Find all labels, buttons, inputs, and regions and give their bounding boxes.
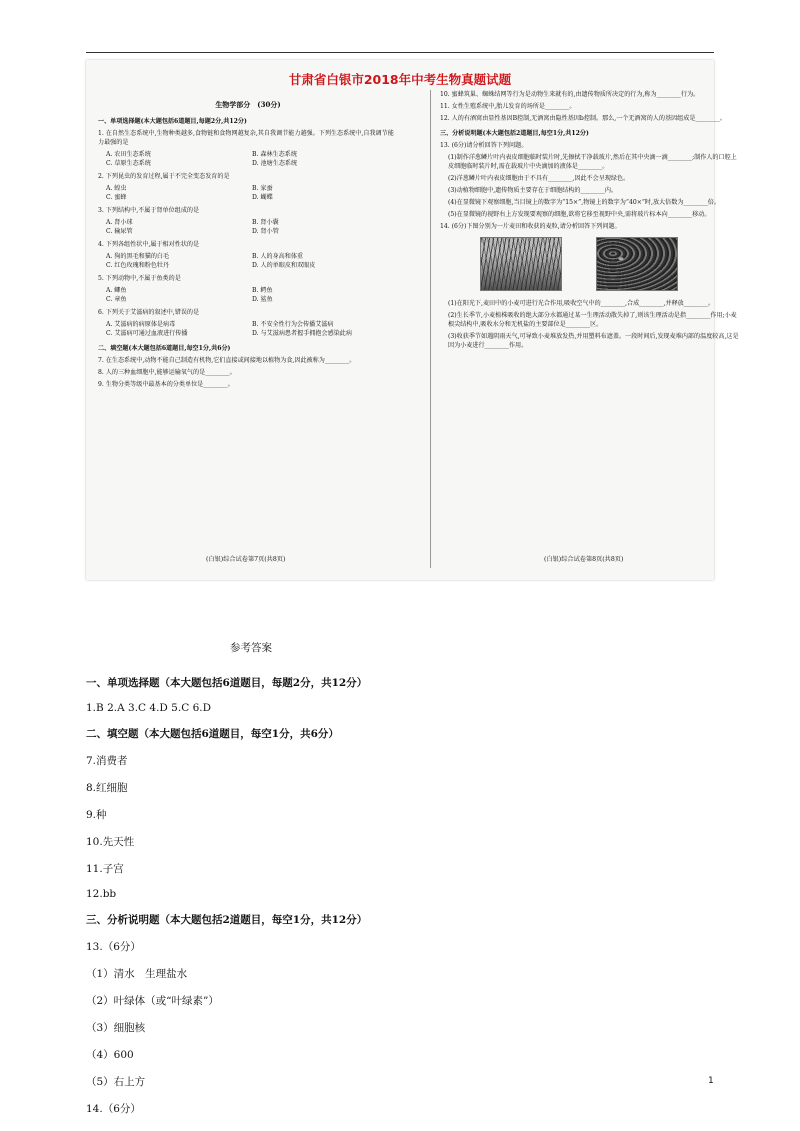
answer-line: 10.先天性 — [86, 836, 135, 848]
question-6: 6. 下列关于艾滋病的叙述中,错误的是 — [98, 309, 200, 316]
answer-section-heading: 一、单项选择题（本大题包括6道题目，每题2分，共12分） — [86, 677, 368, 689]
question-14-images — [480, 237, 740, 291]
question-12: 12. 人的有酒窝由显性基因B控制,无酒窝由隐性基因b控制。那么,一个无酒窝的人的基因组成是________。 — [440, 115, 726, 122]
exam-left-column — [98, 90, 398, 392]
exam-scan — [86, 60, 739, 580]
question-3-options — [106, 218, 398, 236]
section-heading: 二、填空题(本大题包括6道题目,每空1分,共6分) — [98, 345, 231, 352]
header-rule — [86, 52, 714, 53]
answer-line: 7.消费者 — [86, 755, 128, 767]
option: D. 肾小管 — [252, 228, 279, 235]
option: B. 鳄鱼 — [252, 287, 273, 294]
option: C. 输尿管 — [106, 228, 133, 235]
question-1: 1. 在自然生态系统中,生物种类越多,食物链和食物网越复杂,其自我调节能力越强。下列生态系统中,自我调节能力最强的是 — [98, 130, 394, 146]
option: C. 蜜蜂 — [106, 194, 127, 201]
question-14-part: (1)在阳光下,麦田中的小麦可进行光合作用,吸收空气中的________,合成________,并释放________。 — [448, 300, 715, 307]
question-6-options — [106, 320, 398, 338]
question-4: 4. 下列各组性状中,属于相对性状的是 — [98, 241, 200, 248]
answer-line: 13.（6分） — [86, 941, 141, 953]
question-11: 11. 女性生殖系统中,胎儿发育的场所是________。 — [440, 103, 576, 110]
option: A. 蝗虫 — [106, 185, 127, 192]
wheat-grain-image — [596, 237, 678, 291]
answer-line: 12.bb — [86, 888, 117, 900]
page-footer-left: (白银)综合试卷第7页(共8页) — [206, 556, 286, 563]
option: B. 人的身高和体重 — [252, 253, 304, 260]
answer-line: 14.（6分） — [86, 1103, 141, 1115]
option: D. 蝴蝶 — [252, 194, 273, 201]
option: B. 肾小囊 — [252, 219, 279, 226]
section-subhead: 生物学部分 (30分) — [215, 100, 281, 109]
question-5-options — [106, 286, 398, 304]
section-heading: 三、分析说明题(本大题包括2道题目,每空1分,共12分) — [440, 130, 589, 137]
question-14-part: (2)生长季节,小麦植株吸收的绝大部分水都通过某一生理活动散失掉了,则该生理活动是指________作用;小麦根尖结构中,吸收水分和无机盐的主要部位是________区。 — [448, 312, 737, 328]
answer-section-heading: 三、分析说明题（本大题包括2道题目，每空1分，共12分） — [86, 914, 368, 926]
answer-line: 1.B 2.A 3.C 4.D 5.C 6.D — [86, 702, 212, 714]
option: B. 不安全性行为会传播艾滋病 — [252, 321, 334, 328]
question-3: 3. 下列结构中,不属于肾单位组成的是 — [98, 207, 200, 214]
wheat-field-image — [480, 237, 562, 291]
answer-line: （1）清水 生理盐水 — [86, 968, 188, 980]
option: D. 人的单眼皮和双眼皮 — [252, 262, 316, 269]
question-4-options — [106, 252, 398, 270]
question-9: 9. 生物分类等级中最基本的分类单位是________。 — [98, 381, 234, 388]
answer-line: （3）细胞核 — [86, 1022, 146, 1034]
section-heading: 一、单项选择题(本大题包括6道题目,每题2分,共12分) — [98, 118, 247, 125]
question-10: 10. 蜜蜂筑巢、蜘蛛结网等行为是动物生来就有的,由遗传物质所决定的行为,称为________行为。 — [440, 91, 700, 98]
question-14: 14. (6分)下图分别为一片麦田和收获的麦粒,请分析回答下列问题。 — [440, 223, 621, 230]
option: D. 池塘生态系统 — [252, 160, 298, 167]
option: D. 与艾滋病患者握手拥抱会感染此病 — [252, 330, 352, 337]
question-2: 2. 下列昆虫的发育过程,属于不完全变态发育的是 — [98, 173, 230, 180]
option: C. 红色玫瑰和粉色牡丹 — [106, 262, 170, 269]
exam-right-column — [440, 90, 740, 353]
option: A. 肾小球 — [106, 219, 133, 226]
question-13-part: (5)在显微镜的视野右上方发现要观察的细胞,欲将它移至视野中央,需将玻片标本向________移动。 — [448, 211, 711, 218]
answer-key — [86, 640, 714, 1128]
exam-title: 甘肃省白银市2018年中考生物真题试题 — [288, 72, 512, 87]
option: A. 艾滋病的病原体是病毒 — [106, 321, 176, 328]
question-7: 7. 在生态系统中,动物不能自己制造有机物,它们直接或间接地以植物为食,因此被称为________。 — [98, 357, 356, 364]
answer-line: 9.种 — [86, 809, 107, 821]
answer-line: （4）600 — [86, 1049, 134, 1061]
answer-line: （2）叶绿体（或“叶绿素”） — [86, 995, 219, 1007]
option: C. 草原生态系统 — [106, 160, 151, 167]
option: B. 森林生态系统 — [252, 151, 297, 158]
question-14-part: (3)收获季节如遇阴雨天气,可导致小麦堆放发热,并用塑料布遮盖。一段时间后,发现麦堆内部的温度较高,这是因为小麦进行________作用。 — [448, 333, 739, 349]
answer-line: 11.子宫 — [86, 863, 124, 875]
question-13-part: (2)洋葱鳞片叶内表皮细胞由于不具有________,因此不会呈现绿色。 — [448, 175, 630, 182]
option: A. 狗的黑毛和猫的白毛 — [106, 253, 170, 260]
answer-title: 参考答案 — [230, 642, 272, 654]
option: D. 鲨鱼 — [252, 296, 273, 303]
answer-line: （5）右上方 — [86, 1076, 146, 1088]
question-13: 13. (6分)请分析回答下列问题。 — [440, 142, 528, 149]
question-5: 5. 下列动物中,不属于鱼类的是 — [98, 275, 181, 282]
question-13-part: (4)在显微镜下观察细胞,当目镜上的数字为“15×”,物镜上的数字为“40×”时,放大倍数为________倍。 — [448, 199, 720, 206]
option: A. 鲫鱼 — [106, 287, 127, 294]
option: C. 艾滋病可通过血液进行传播 — [106, 330, 188, 337]
column-divider — [430, 90, 431, 568]
question-1-options — [106, 150, 398, 168]
answer-line: 8.红细胞 — [86, 782, 128, 794]
question-8: 8. 人的三种血细胞中,能够运输氧气的是________。 — [98, 369, 236, 376]
option: B. 家蚕 — [252, 185, 273, 192]
page-footer-right: (白银)综合试卷第8页(共8页) — [544, 556, 624, 563]
answer-section-heading: 二、填空题（本大题包括6道题目，每空1分，共6分） — [86, 728, 339, 740]
page-number: 1 — [708, 1076, 714, 1086]
option: C. 章鱼 — [106, 296, 127, 303]
option: A. 农田生态系统 — [106, 151, 151, 158]
question-13-part: (3)动植物细胞中,遗传物质主要存在于细胞结构的________内。 — [448, 187, 618, 194]
question-2-options — [106, 184, 398, 202]
question-13-part: (1)制作洋葱鳞片叶内表皮细胞临时装片时,先擦拭干净载玻片,然后在其中央滴一滴________;制作人的口腔上皮细胞临时装片时,需在载玻片中央滴加的液体是________。 — [448, 154, 737, 170]
